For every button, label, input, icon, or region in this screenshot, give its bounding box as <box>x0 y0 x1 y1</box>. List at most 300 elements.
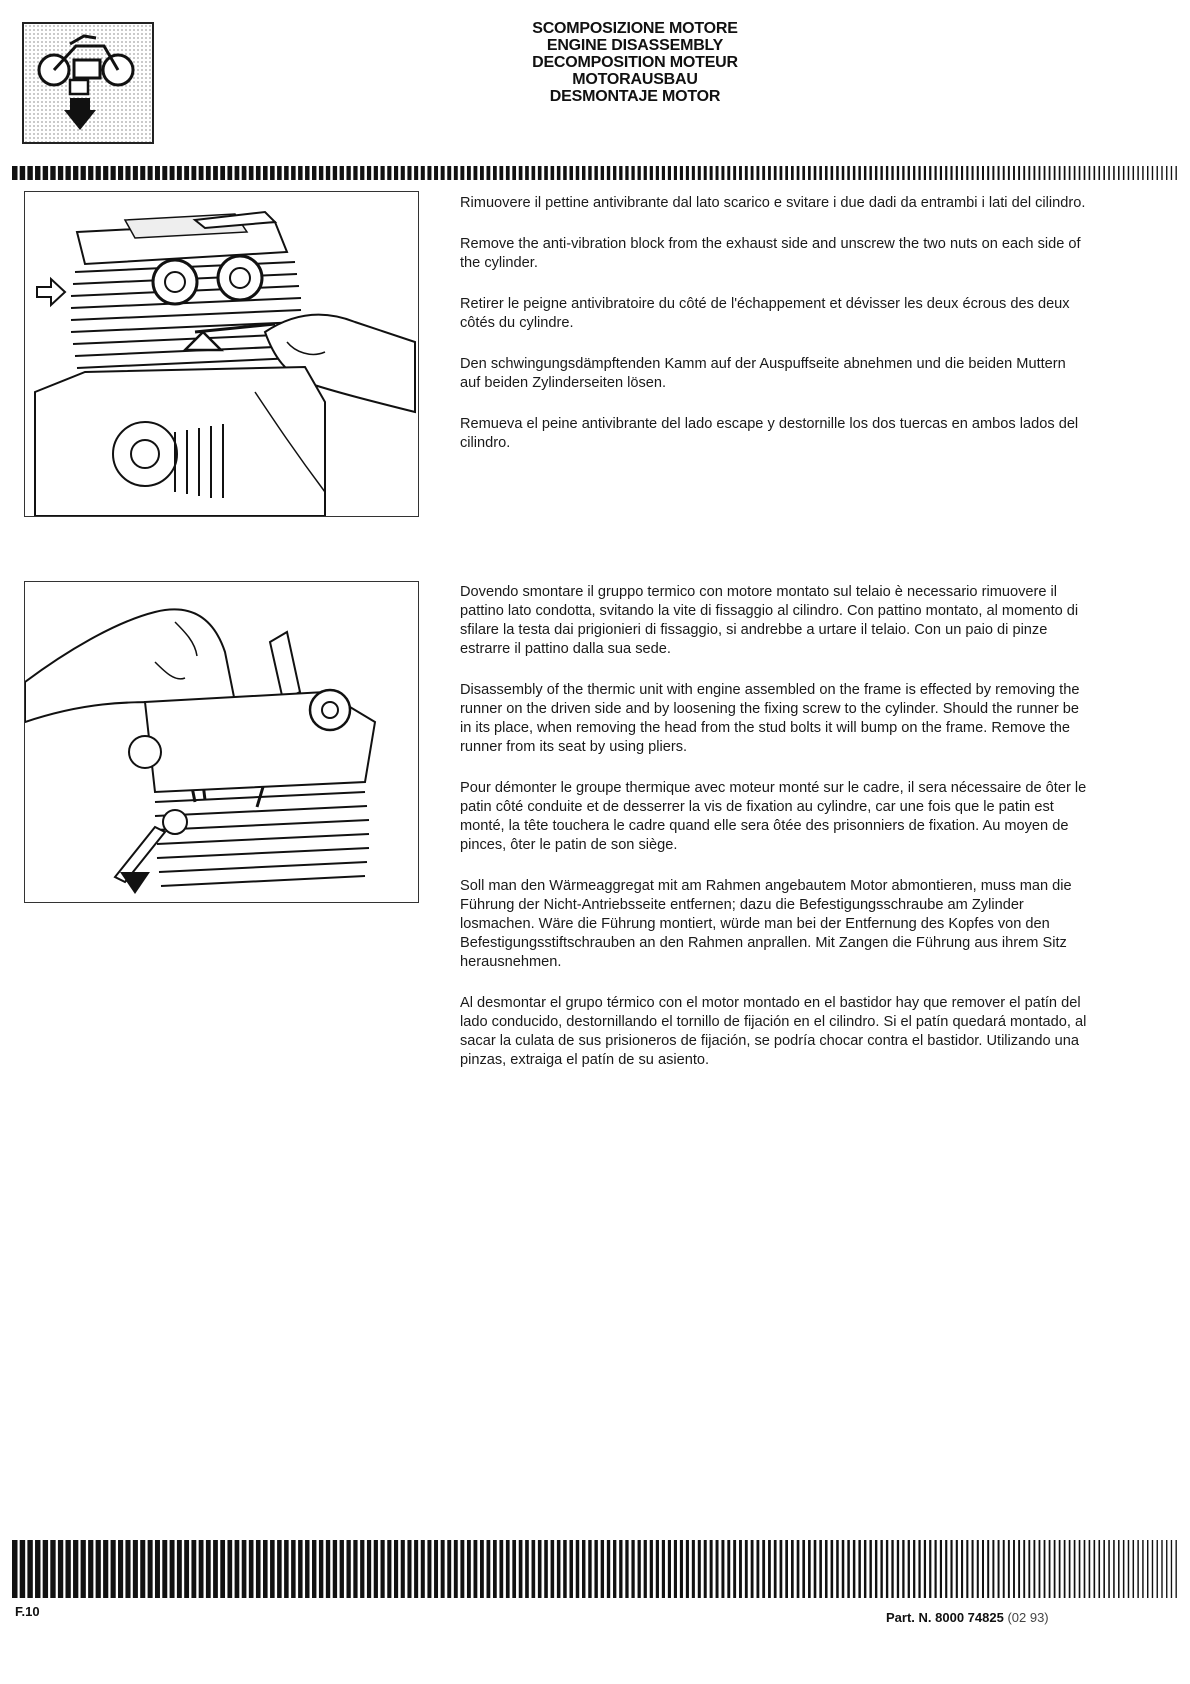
barcode-bar <box>619 166 622 180</box>
barcode-bar <box>525 1540 529 1598</box>
barcode-bar <box>631 166 634 180</box>
barcode-bar <box>1028 166 1030 180</box>
barcode-bar <box>454 1540 458 1598</box>
barcode-bar <box>1128 166 1129 180</box>
barcode-bar <box>1018 166 1020 180</box>
barcode-bar <box>270 166 275 180</box>
barcode-bar <box>886 166 888 180</box>
barcode-bar <box>441 1540 445 1598</box>
barcode-bar <box>972 1540 974 1598</box>
barcode-bar <box>1108 166 1110 180</box>
section1-text <box>460 194 1088 475</box>
barcode-bar <box>745 166 748 180</box>
barcode-bar <box>674 166 677 180</box>
barcode-bar <box>1074 1540 1076 1598</box>
barcode-bar <box>869 166 871 180</box>
barcode-bar <box>1084 1540 1086 1598</box>
barcode-bar <box>668 1540 671 1598</box>
section2-text-es: Al desmontar el grupo térmico con el motor montado en el bastidor hay que remover el patín del lado conducido, destornillando el tornillo de fijación en el cilindro. Si el patín quedará montado, al sacar la culata de sus prisioneros de fijación, se podría chocar contra el bastidor. Utilizando una pinzas, extraiga el patín de su asiento. <box>460 995 1087 1068</box>
barcode-bar <box>177 1540 182 1598</box>
barcode-bar <box>88 1540 93 1598</box>
barcode-bar <box>721 1540 724 1598</box>
barcode-bar <box>467 1540 471 1598</box>
barcode-bar <box>791 1540 794 1598</box>
barcode-bar <box>298 166 302 180</box>
barcode-bar <box>27 1540 32 1598</box>
barcode-bar <box>625 1540 628 1598</box>
barcode-bar <box>96 1540 101 1598</box>
barcode-bar <box>333 166 337 180</box>
barcode-bar <box>680 1540 683 1598</box>
barcode-bar <box>88 166 93 180</box>
barcode-bar <box>256 1540 261 1598</box>
barcode-bar <box>924 1540 926 1598</box>
barcode-bar <box>644 166 647 180</box>
barcode-bar <box>631 1540 634 1598</box>
barcode-bar <box>869 1540 871 1598</box>
barcode-bar <box>721 166 724 180</box>
barcode-bar <box>607 1540 610 1598</box>
barcode-bar <box>1089 166 1091 180</box>
barcode-bar <box>710 166 713 180</box>
barcode-bar <box>987 1540 989 1598</box>
section2-text-it: Dovendo smontare il gruppo termico con motore montato sul telaio è necessario rimuovere il pattino lato condotta, svitando la vite di fissaggio al cilindro. Con pattino montato, al momento di sfilare la testa dai prigionieri di fissaggio, si andrebbe a urtare il telaio. Con un paio di pinze estrarre il pattino dalla sua sede. <box>460 584 1079 657</box>
barcode-bar <box>1142 166 1143 180</box>
barcode-bar <box>780 1540 783 1598</box>
barcode-bar <box>538 166 542 180</box>
barcode-bar <box>1171 166 1172 180</box>
barcode-bar <box>1013 166 1015 180</box>
barcode-bar <box>381 166 385 180</box>
barcode-bar <box>638 1540 641 1598</box>
barcode-bar <box>447 1540 451 1598</box>
barcode-bar <box>727 166 730 180</box>
barcode-bar <box>50 1540 55 1598</box>
barcode-bar <box>716 166 719 180</box>
barcode-bar <box>1113 166 1115 180</box>
barcode-bar <box>1033 166 1035 180</box>
barcode-bar <box>421 1540 425 1598</box>
barcode-bar <box>20 166 25 180</box>
barcode-bar <box>277 1540 282 1598</box>
barcode-bar <box>305 166 309 180</box>
barcode-bar <box>103 1540 108 1598</box>
top-barcode-divider <box>12 166 1180 180</box>
barcode-bar <box>1152 166 1153 180</box>
barcode-bar <box>733 166 736 180</box>
barcode-bar <box>421 166 425 180</box>
barcode-bar <box>998 1540 1000 1598</box>
barcode-bar <box>1103 1540 1105 1598</box>
title-it: SCOMPOSIZIONE MOTORE <box>532 20 738 37</box>
barcode-bar <box>1064 1540 1066 1598</box>
barcode-bar <box>381 1540 385 1598</box>
barcode-bar <box>875 166 877 180</box>
barcode-bar <box>1098 1540 1100 1598</box>
barcode-bar <box>148 1540 153 1598</box>
barcode-bar <box>73 166 78 180</box>
barcode-bar <box>184 166 189 180</box>
barcode-bar <box>50 166 55 180</box>
barcode-bar <box>886 1540 888 1598</box>
barcode-bar <box>220 1540 225 1598</box>
title-fr: DECOMPOSITION MOTEUR <box>532 54 738 71</box>
barcode-bar <box>512 1540 516 1598</box>
barcode-bar <box>588 166 591 180</box>
barcode-bar <box>924 166 926 180</box>
barcode-bar <box>977 1540 979 1598</box>
barcode-bar <box>662 166 665 180</box>
barcode-bar <box>467 166 471 180</box>
barcode-bar <box>199 166 204 180</box>
engine-illustration-1 <box>25 192 418 516</box>
barcode-bar <box>814 1540 817 1598</box>
barcode-bar <box>407 166 411 180</box>
barcode-bar <box>199 1540 204 1598</box>
barcode-bar <box>227 1540 232 1598</box>
barcode-bar <box>686 1540 689 1598</box>
barcode-bar <box>644 1540 647 1598</box>
barcode-bar <box>1157 166 1158 180</box>
barcode-bar <box>836 166 839 180</box>
barcode-bar <box>73 1540 78 1598</box>
barcode-bar <box>111 166 116 180</box>
barcode-bar <box>1166 1540 1167 1598</box>
barcode-bar <box>897 166 899 180</box>
barcode-bar <box>918 166 920 180</box>
barcode-bar <box>961 1540 963 1598</box>
barcode-bar <box>227 166 232 180</box>
barcode-bar <box>836 1540 839 1598</box>
barcode-bar <box>808 166 811 180</box>
barcode-bar <box>956 166 958 180</box>
barcode-bar <box>880 1540 882 1598</box>
barcode-bar <box>487 1540 491 1598</box>
barcode-bar <box>525 166 529 180</box>
barcode-bar <box>891 1540 893 1598</box>
barcode-bar <box>692 1540 695 1598</box>
barcode-bar <box>58 166 63 180</box>
barcode-bar <box>727 1540 730 1598</box>
barcode-bar <box>987 166 989 180</box>
barcode-bar <box>326 166 330 180</box>
barcode-bar <box>1089 1540 1091 1598</box>
barcode-bar <box>819 166 822 180</box>
barcode-bar <box>1003 166 1005 180</box>
title-es: DESMONTAJE MOTOR <box>549 88 721 105</box>
barcode-bar <box>427 1540 431 1598</box>
barcode-bar <box>1059 1540 1061 1598</box>
barcode-bar <box>972 166 974 180</box>
barcode-bar <box>242 1540 247 1598</box>
section1-text-it: Rimuovere il pettine antivibrante dal lato scarico e svitare i due dadi da entrambi i lati del cilindro. <box>460 195 1086 211</box>
barcode-bar <box>569 1540 573 1598</box>
barcode-bar <box>668 166 671 180</box>
barcode-bar <box>544 166 548 180</box>
barcode-bar <box>847 166 850 180</box>
barcode-bar <box>360 166 364 180</box>
barcode-bar <box>751 1540 754 1598</box>
barcode-bar <box>312 166 316 180</box>
barcode-bar <box>1033 1540 1035 1598</box>
barcode-bar <box>270 1540 275 1598</box>
barcode-bar <box>487 166 491 180</box>
barcode-bar <box>1094 1540 1096 1598</box>
barcode-bar <box>284 1540 289 1598</box>
barcode-bar <box>277 166 282 180</box>
barcode-bar <box>950 166 952 180</box>
barcode-bar <box>698 1540 701 1598</box>
barcode-bar <box>96 166 101 180</box>
barcode-bar <box>966 166 968 180</box>
barcode-bar <box>346 166 350 180</box>
barcode-bar <box>704 166 707 180</box>
barcode-bar <box>756 166 759 180</box>
barcode-bar <box>880 166 882 180</box>
barcode-bar <box>249 166 254 180</box>
section2-text <box>460 583 1088 1092</box>
barcode-bar <box>512 166 516 180</box>
barcode-bar <box>601 166 604 180</box>
barcode-bar <box>1054 166 1056 180</box>
barcode-bar <box>298 1540 302 1598</box>
barcode-bar <box>401 1540 405 1598</box>
barcode-bar <box>797 1540 800 1598</box>
barcode-bar <box>802 166 805 180</box>
section1-text-es: Remueva el peine antivibrante del lado escape y destornille los dos tuercas en ambos lados del cilindro. <box>460 416 1079 451</box>
barcode-bar <box>312 1540 316 1598</box>
barcode-bar <box>613 1540 616 1598</box>
barcode-bar <box>367 1540 371 1598</box>
barcode-bar <box>35 1540 40 1598</box>
barcode-bar <box>43 166 48 180</box>
barcode-bar <box>65 166 70 180</box>
barcode-bar <box>284 166 289 180</box>
barcode-bar <box>480 166 484 180</box>
barcode-bar <box>945 1540 947 1598</box>
barcode-bar <box>1023 1540 1025 1598</box>
barcode-bar <box>1118 166 1120 180</box>
barcode-bar <box>291 166 296 180</box>
barcode-bar <box>532 166 536 180</box>
barcode-bar <box>982 1540 984 1598</box>
barcode-bar <box>434 166 438 180</box>
barcode-bar <box>460 1540 464 1598</box>
engine-illustration-2 <box>25 582 418 902</box>
barcode-bar <box>710 1540 713 1598</box>
barcode-bar <box>929 166 931 180</box>
barcode-bar <box>493 166 497 180</box>
section2-text-fr: Pour démonter le groupe thermique avec moteur monté sur le cadre, il sera nécessaire de ôter le patin côté conduite et de desserrer la vis de fixation au cylindre, car une fois que le patin est monté, la tête touchera le cadre quand elle sera ôtée des prisonniers de fixation. Au moyen de pinces, ôter le patin de son siège. <box>460 780 1087 853</box>
barcode-bar <box>576 166 579 180</box>
barcode-bar <box>662 1540 665 1598</box>
barcode-bar <box>493 1540 497 1598</box>
barcode-bar <box>256 166 261 180</box>
barcode-bar <box>1147 166 1148 180</box>
barcode-bar <box>864 1540 866 1598</box>
barcode-bar <box>756 1540 759 1598</box>
barcode-bar <box>908 166 910 180</box>
barcode-bar <box>745 1540 748 1598</box>
barcode-bar <box>1161 1540 1162 1598</box>
barcode-bar <box>825 1540 828 1598</box>
barcode-bar <box>118 166 123 180</box>
barcode-bar <box>1013 1540 1015 1598</box>
barcode-bar <box>148 166 153 180</box>
barcode-bar <box>762 1540 765 1598</box>
barcode-bar <box>897 1540 899 1598</box>
barcode-bar <box>401 166 405 180</box>
barcode-bar <box>908 1540 910 1598</box>
barcode-bar <box>506 1540 510 1598</box>
barcode-bar <box>1157 1540 1158 1598</box>
barcode-bar <box>569 166 573 180</box>
barcode-bar <box>12 1540 18 1598</box>
barcode-bar <box>1094 166 1096 180</box>
barcode-bar <box>982 166 984 180</box>
barcode-bar <box>1049 1540 1051 1598</box>
barcode-bar <box>902 1540 904 1598</box>
section2-text-en: Disassembly of the thermic unit with engine assembled on the frame is effected by removing the runner on the driven side and by loosening the fixing screw to the cylinder. Should the runner be in its place, when removing the head from the stud bolts it will bump on the frame. Remove the runner from its seat by using pliers. <box>460 682 1080 755</box>
barcode-bar <box>1044 166 1046 180</box>
barcode-bar <box>674 1540 677 1598</box>
motorcycle-engine-down-icon <box>24 24 152 142</box>
barcode-bar <box>891 166 893 180</box>
barcode-bar <box>875 1540 877 1598</box>
barcode-bar <box>125 1540 130 1598</box>
barcode-bar <box>155 1540 160 1598</box>
barcode-bar <box>414 166 418 180</box>
barcode-bar <box>360 1540 364 1598</box>
barcode-bar <box>235 1540 240 1598</box>
barcode-bar <box>1028 1540 1030 1598</box>
barcode-bar <box>588 1540 591 1598</box>
barcode-bar <box>206 166 211 180</box>
barcode-bar <box>551 166 555 180</box>
section2-text-de: Soll man den Wärmeaggregat mit am Rahmen angebautem Motor abmontieren, muss man die Führung der Nicht-Antriebsseite entfernen; dazu die Befestigungsschraube am Zylinder losmachen. Wäre die Führung montiert, würde man bei der Entfernung des Kopfes von den Befestigungsstiftschrauben an den Rahmen anprallen. Mit Zangen die Führung aus ihrem Sitz herausnehmen. <box>460 878 1072 970</box>
barcode-bar <box>913 1540 915 1598</box>
barcode-bar <box>20 1540 25 1598</box>
barcode-bar <box>12 166 18 180</box>
barcode-bar <box>940 166 942 180</box>
barcode-bar <box>340 1540 344 1598</box>
barcode-bar <box>1008 166 1010 180</box>
barcode-bar <box>961 166 963 180</box>
barcode-bar <box>81 1540 86 1598</box>
barcode-bar <box>1142 1540 1143 1598</box>
barcode-bar <box>698 166 701 180</box>
barcode-bar <box>1133 1540 1134 1598</box>
barcode-bar <box>387 1540 391 1598</box>
barcode-bar <box>774 1540 777 1598</box>
barcode-bar <box>1147 1540 1148 1598</box>
barcode-bar <box>1152 1540 1153 1598</box>
barcode-bar <box>374 1540 378 1598</box>
barcode-bar <box>1003 1540 1005 1598</box>
barcode-bar <box>441 166 445 180</box>
barcode-bar <box>1074 166 1076 180</box>
barcode-bar <box>191 1540 196 1598</box>
barcode-bar <box>733 1540 736 1598</box>
barcode-bar <box>940 1540 942 1598</box>
barcode-bar <box>650 1540 653 1598</box>
barcode-bar <box>625 166 628 180</box>
section-logo <box>22 22 154 144</box>
barcode-bar <box>680 166 683 180</box>
barcode-bar <box>387 166 391 180</box>
barcode-bar <box>103 166 108 180</box>
barcode-bar <box>1039 166 1041 180</box>
barcode-bar <box>162 1540 167 1598</box>
barcode-bar <box>1103 166 1105 180</box>
barcode-bar <box>802 1540 805 1598</box>
barcode-bar <box>544 1540 548 1598</box>
barcode-bar <box>333 1540 337 1598</box>
barcode-bar <box>966 1540 968 1598</box>
barcode-bar <box>340 166 344 180</box>
barcode-bar <box>704 1540 707 1598</box>
barcode-bar <box>1079 166 1081 180</box>
barcode-bar <box>35 166 40 180</box>
barcode-bar <box>638 166 641 180</box>
barcode-bar <box>213 166 218 180</box>
barcode-bar <box>460 166 464 180</box>
barcode-bar <box>133 1540 138 1598</box>
barcode-bar <box>762 166 765 180</box>
barcode-bar <box>992 166 994 180</box>
barcode-bar <box>519 166 523 180</box>
barcode-bar <box>353 166 357 180</box>
barcode-bar <box>1171 1540 1172 1598</box>
barcode-bar <box>155 166 160 180</box>
barcode-bar <box>847 1540 850 1598</box>
barcode-bar <box>613 166 616 180</box>
barcode-bar <box>454 166 458 180</box>
barcode-bar <box>125 166 130 180</box>
barcode-bar <box>133 166 138 180</box>
barcode-bar <box>346 1540 350 1598</box>
barcode-bar <box>864 166 866 180</box>
barcode-bar <box>563 166 567 180</box>
barcode-bar <box>785 1540 788 1598</box>
bottom-barcode-divider <box>12 1540 1180 1598</box>
barcode-bar <box>1108 1540 1110 1598</box>
barcode-bar <box>532 1540 536 1598</box>
barcode-bar <box>977 166 979 180</box>
barcode-bar <box>434 1540 438 1598</box>
barcode-bar <box>65 1540 70 1598</box>
barcode-bar <box>814 166 817 180</box>
barcode-bar <box>291 1540 296 1598</box>
barcode-bar <box>394 1540 398 1598</box>
barcode-bar <box>607 166 610 180</box>
barcode-bar <box>842 1540 845 1598</box>
title-de: MOTORAUSBAU <box>572 71 698 88</box>
barcode-bar <box>1023 166 1025 180</box>
barcode-bar <box>935 1540 937 1598</box>
barcode-bar <box>751 166 754 180</box>
barcode-bar <box>242 166 247 180</box>
barcode-bar <box>853 1540 855 1598</box>
barcode-bar <box>27 166 32 180</box>
barcode-bar <box>506 166 510 180</box>
barcode-bar <box>692 166 695 180</box>
barcode-bar <box>319 1540 323 1598</box>
barcode-bar <box>499 1540 503 1598</box>
barcode-bar <box>474 166 478 180</box>
barcode-bar <box>1008 1540 1010 1598</box>
barcode-bar <box>1128 1540 1129 1598</box>
